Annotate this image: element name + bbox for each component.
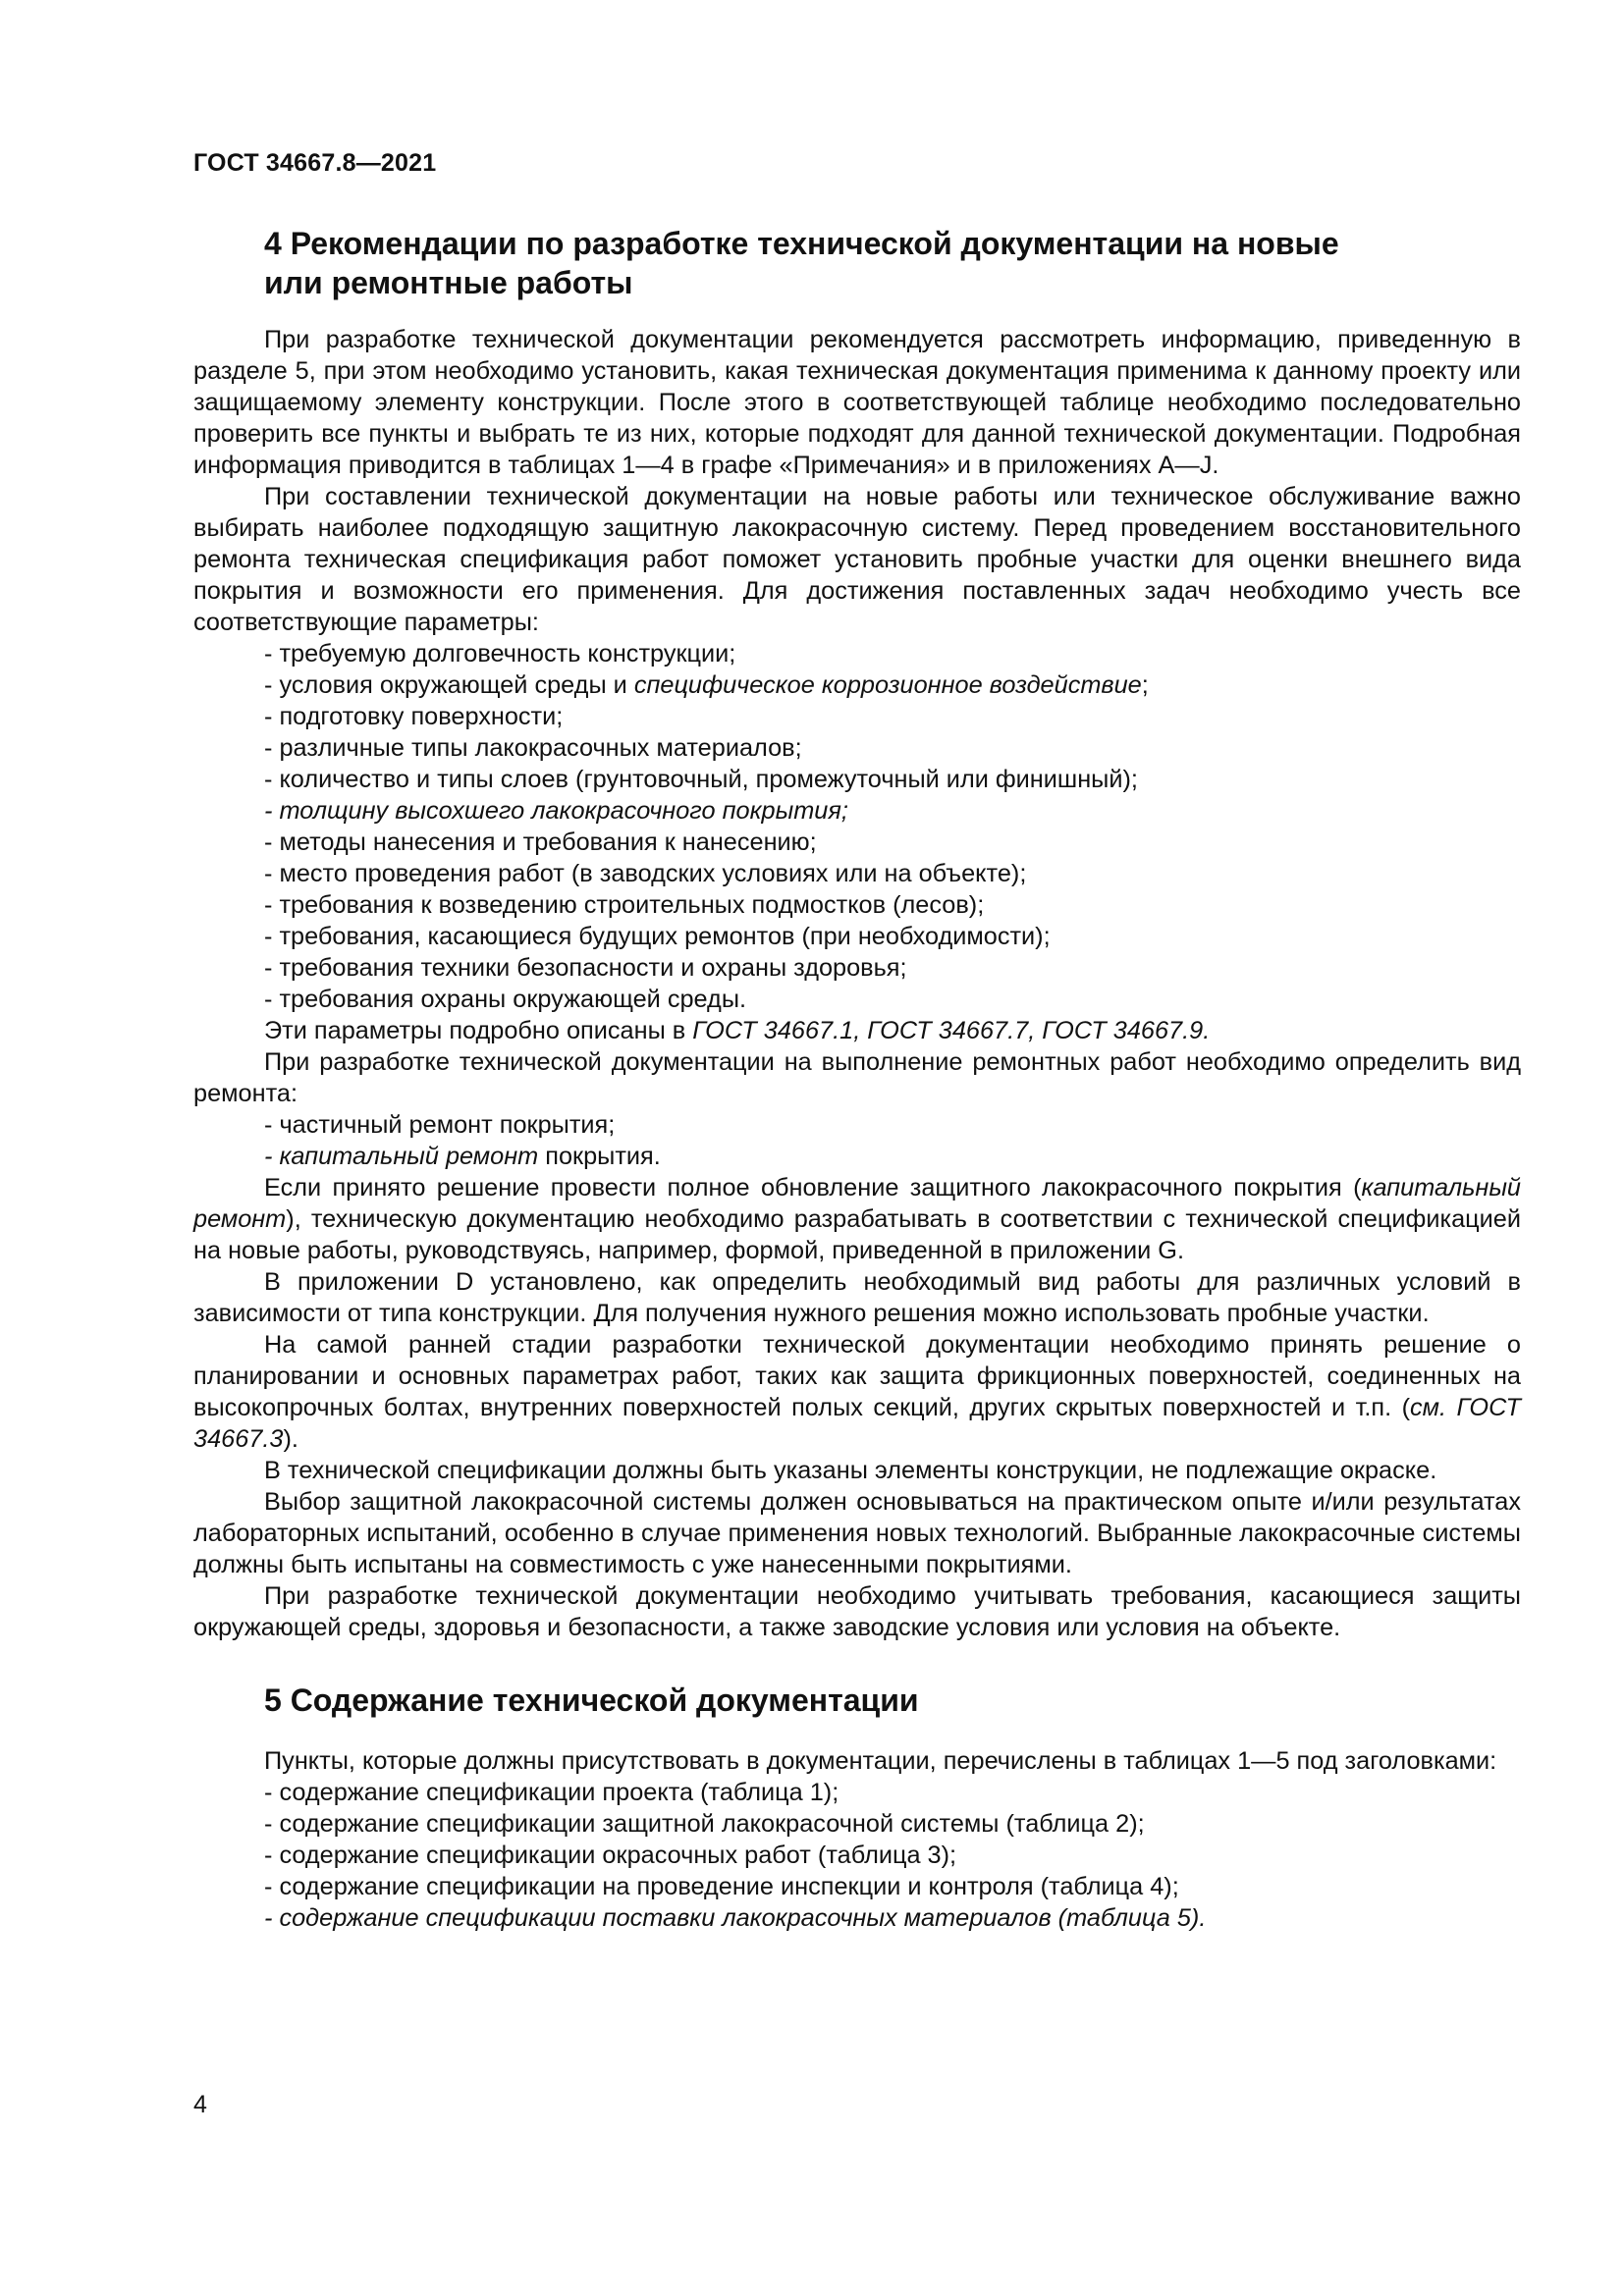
tables-list xyxy=(193,1777,1521,1934)
section-4-paragraph-1: При разработке технической документации рекомендуется рассмотреть информацию, приведенную в разделе 5, при этом необходимо установить, какая техническая документация применима к данному проекту или защищаемому элементу конструкции. После этого в соответствующей таблице необходимо последовательно проверить все пункты и выбрать те из них, которые подходят для данной технической документации. Подробная информация приводится в таблицах 1—4 в графе «Примечания» и в приложениях A—J. xyxy=(193,326,1521,479)
list-item-emphasis: - капитальный ремонт xyxy=(264,1143,539,1170)
section-4-paragraph-2: При составлении технической документации на новые работы или техническое обслуживание важно выбирать наиболее подходящую защитную лакокрасочную систему. Перед проведением восстановительного ремонта техническая спецификация работ поможет установить пробные участки для оценки внешнего вида покрытия и возможности его применения. Для достижения поставленных задач необходимо учесть все соответствующие параметры: xyxy=(193,483,1521,636)
paragraph-text: Если принято решение провести полное обновление защитного лакокрасочного покрытия ( xyxy=(264,1174,1362,1201)
paragraph-text: На самой ранней стадии разработки технической документации необходимо принять решение о планировании и основных параметрах работ, таких как защита фрикционных поверхностей, соединенных на высокопрочных болтах, внутренних поверхностей полых секций, других скрытых поверхностей и т.п. ( xyxy=(193,1331,1521,1421)
section-5-paragraph-1: Пункты, которые должны присутствовать в документации, перечислены в таблицах 1—5 под заголовками: xyxy=(264,1747,1497,1775)
list-item-text: ; xyxy=(1141,671,1149,699)
list-item: - требуемую долговечность конструкции; xyxy=(264,640,736,667)
list-item-text: покрытия. xyxy=(538,1143,661,1170)
list-item: - различные типы лакокрасочных материалов; xyxy=(264,734,802,762)
list-item: - содержание спецификации проекта (таблица 1); xyxy=(264,1779,839,1806)
section-4-paragraph-5 xyxy=(193,1172,1521,1266)
list-item: - требования техники безопасности и охраны здоровья; xyxy=(264,954,907,982)
repair-types-list xyxy=(193,1109,1521,1172)
list-item: - требования к возведению строительных подмостков (лесов); xyxy=(264,891,985,919)
list-item: - подготовку поверхности; xyxy=(264,703,564,730)
list-item: - требования охраны окружающей среды. xyxy=(264,986,747,1013)
list-item: - требования, касающиеся будущих ремонтов (при необходимости); xyxy=(264,923,1051,950)
parameters-list xyxy=(193,638,1521,1015)
standards-reference: ГОСТ 34667.1, ГОСТ 34667.7, ГОСТ 34667.9. xyxy=(692,1017,1211,1044)
section-4-title-line1: 4 Рекомендации по разработке технической документации на новые xyxy=(264,226,1339,261)
list-item: - содержание спецификации поставки лакокрасочных материалов (таблица 5). xyxy=(264,1904,1207,1932)
section-4-paragraph-7 xyxy=(193,1329,1521,1455)
section-4-paragraph-6: В приложении D установлено, как определить необходимый вид работы для различных условий в зависимости от типа конструкции. Для получения нужного решения можно использовать пробные участки. xyxy=(193,1268,1521,1327)
paragraph-text: Эти параметры подробно описаны в xyxy=(264,1017,693,1044)
page-body xyxy=(193,224,1521,1934)
list-item: - содержание спецификации защитной лакокрасочной системы (таблица 2); xyxy=(264,1810,1145,1838)
section-4-paragraph-4: При разработке технической документации на выполнение ремонтных работ необходимо определить вид ремонта: xyxy=(193,1048,1521,1107)
list-item-emphasis: специфическое коррозионное воздействие xyxy=(633,671,1142,699)
list-item: - содержание спецификации на проведение инспекции и контроля (таблица 4); xyxy=(264,1873,1179,1900)
list-item: - место проведения работ (в заводских условиях или на объекте); xyxy=(264,860,1027,887)
page-number: 4 xyxy=(193,2091,207,2118)
section-4-title-line2: или ремонтные работы xyxy=(264,265,633,300)
paragraph-emphasis: капитальный ремонт xyxy=(193,1174,1521,1233)
paragraph-text: ), техническую документацию необходимо разрабатывать в соответствии с технической спецификацией на новые работы, руководствуясь, например, формой, приведенной в приложении G. xyxy=(193,1205,1521,1264)
section-4-paragraph-8: В технической спецификации должны быть указаны элементы конструкции, не подлежащие окраске. xyxy=(264,1457,1437,1484)
section-4-paragraph-3 xyxy=(193,1015,1521,1046)
section-4-title xyxy=(193,224,1521,302)
list-item: - содержание спецификации окрасочных работ (таблица 3); xyxy=(264,1842,957,1869)
list-item xyxy=(193,1141,1521,1172)
list-item xyxy=(193,669,1521,701)
section-5-title: 5 Содержание технической документации xyxy=(264,1682,919,1718)
paragraph-text: ). xyxy=(283,1425,298,1453)
standards-reference: см. ГОСТ 34667.3 xyxy=(193,1394,1521,1453)
document-code: ГОСТ 34667.8—2021 xyxy=(193,149,437,177)
list-item-text: - условия окружающей среды и xyxy=(264,671,634,699)
list-item: - методы нанесения и требования к нанесению; xyxy=(264,828,817,856)
list-item: - частичный ремонт покрытия; xyxy=(264,1111,616,1139)
section-4-paragraph-9: Выбор защитной лакокрасочной системы должен основываться на практическом опыте и/или результатах лабораторных испытаний, особенно в случае применения новых технологий. Выбранные лакокрасочные системы должны быть испытаны на совместимость с уже нанесенными покрытиями. xyxy=(193,1488,1521,1578)
section-4-paragraph-10: При разработке технической документации необходимо учитывать требования, касающиеся защиты окружающей среды, здоровья и безопасности, а также заводские условия или условия на объекте. xyxy=(193,1582,1521,1641)
list-item: - количество и типы слоев (грунтовочный, промежуточный или финишный); xyxy=(264,766,1138,793)
list-item: - толщину высохшего лакокрасочного покрытия; xyxy=(264,797,848,825)
